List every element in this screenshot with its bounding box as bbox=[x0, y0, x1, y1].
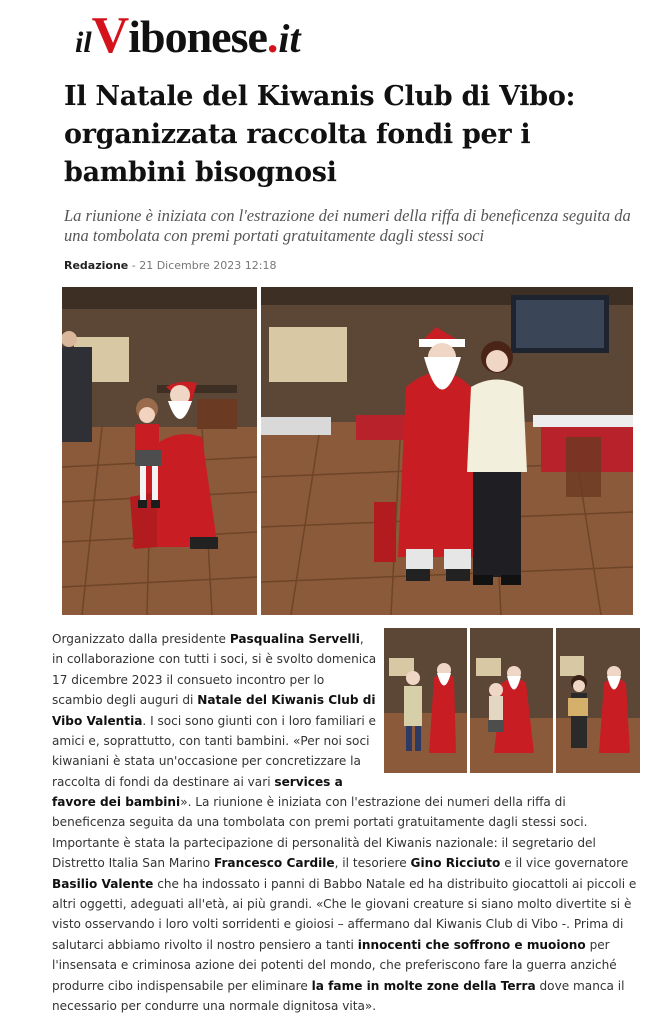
logo-il: il bbox=[75, 26, 92, 59]
photo-santa-with-president[interactable] bbox=[261, 287, 633, 615]
site-logo[interactable] bbox=[75, 6, 301, 68]
p2-bold-innocenti: innocenti che soffrono e muoiono bbox=[357, 937, 586, 952]
photo-collage-image bbox=[384, 628, 640, 773]
p2-text-3: e il vice governatore bbox=[500, 856, 629, 871]
logo-tld: it bbox=[278, 16, 301, 61]
logo-rest: ibonese bbox=[128, 11, 267, 62]
article-paragraph-2 bbox=[52, 792, 640, 1016]
p2-bold-ricciuto: Gino Ricciuto bbox=[410, 856, 501, 871]
photo-santa-with-president-image bbox=[261, 287, 633, 615]
p2-bold-cardile: Francesco Cardile bbox=[213, 856, 335, 871]
p2-text-6: dove manca il necessario per condurre una normale dignitosa vita». bbox=[52, 978, 625, 1014]
byline bbox=[64, 259, 276, 272]
p1-text-2: , in collaborazione con tutti i soci, si è svolto domenica 17 dicembre 2023 il consueto incontro per lo scambio degli auguri di bbox=[52, 632, 377, 708]
p2-text-1: ». La riunione è iniziata con l'estrazione dei numeri della riffa di beneficenza seguita da una tombolata con premi portati gratuitamente dagli stessi soci. Importante è stata la partecipazione di personalità del Kiwanis nazionale: il segretario del Distretto Italia San Marino bbox=[52, 795, 596, 871]
author-link[interactable]: Redazione bbox=[64, 259, 129, 272]
article-subtitle: La riunione è iniziata con l'estrazione dei numeri della riffa di beneficenza seguita da una tombolata con premi portati gratuitamente dagli stessi soci bbox=[64, 206, 631, 245]
article-paragraph-1 bbox=[52, 629, 377, 792]
photo-collage[interactable] bbox=[384, 628, 640, 773]
p1-text-3: . I soci sono giunti con i loro familiari e amici e, soprattutto, con tanti bambini. «Per noi soci kiwaniani è stata un'occasione per concretizzare la raccolta di fondi da destinare ai vari bbox=[52, 713, 376, 789]
p2-bold-fame: la fame in molte zone della Terra bbox=[311, 978, 536, 993]
logo-dot: . bbox=[266, 11, 279, 62]
p1-bold-club: Natale del Kiwanis Club di Vibo Valentia bbox=[52, 693, 376, 728]
p1-bold-services: services a bbox=[274, 774, 343, 789]
p1-bold-president: Pasqualina Servelli bbox=[229, 632, 360, 646]
p2-text-5: per l'insensata e criminosa azione dei potenti del mondo, che preferiscono fare la guerra anziché produrre cibo indispensabile per eliminare bbox=[52, 937, 617, 993]
photo-child-with-santa-image bbox=[62, 287, 257, 615]
logo-name bbox=[91, 7, 267, 64]
logo-v: V bbox=[91, 7, 129, 64]
article-title: Il Natale del Kiwanis Club di Vibo: organizzata raccolta fondi per i bambini bisognosi bbox=[64, 81, 576, 188]
p2-text-2: , il tesoriere bbox=[334, 856, 411, 871]
photo-child-with-santa[interactable] bbox=[62, 287, 257, 615]
p2-bold-valente: Basilio Valente bbox=[52, 876, 154, 891]
p1-text-1: Organizzato dalla presidente bbox=[52, 632, 230, 646]
p2-bold-favore: favore dei bambini bbox=[52, 795, 181, 809]
p2-text-4: che ha indossato i panni di Babbo Natale ed ha distribuito giocattoli ai piccoli e altri oggetti, adeguati all'età, ai più grandi. «Che le giovani creature si siano molto divertite si è visto osservando i loro volti sorridenti e gioiosi – affermano dal Kiwanis Club di Vibo -. Prima di salutarci abbiamo rivolto il nostro pensiero a tanti bbox=[52, 876, 637, 952]
publish-date: - 21 Dicembre 2023 12:18 bbox=[128, 259, 277, 272]
